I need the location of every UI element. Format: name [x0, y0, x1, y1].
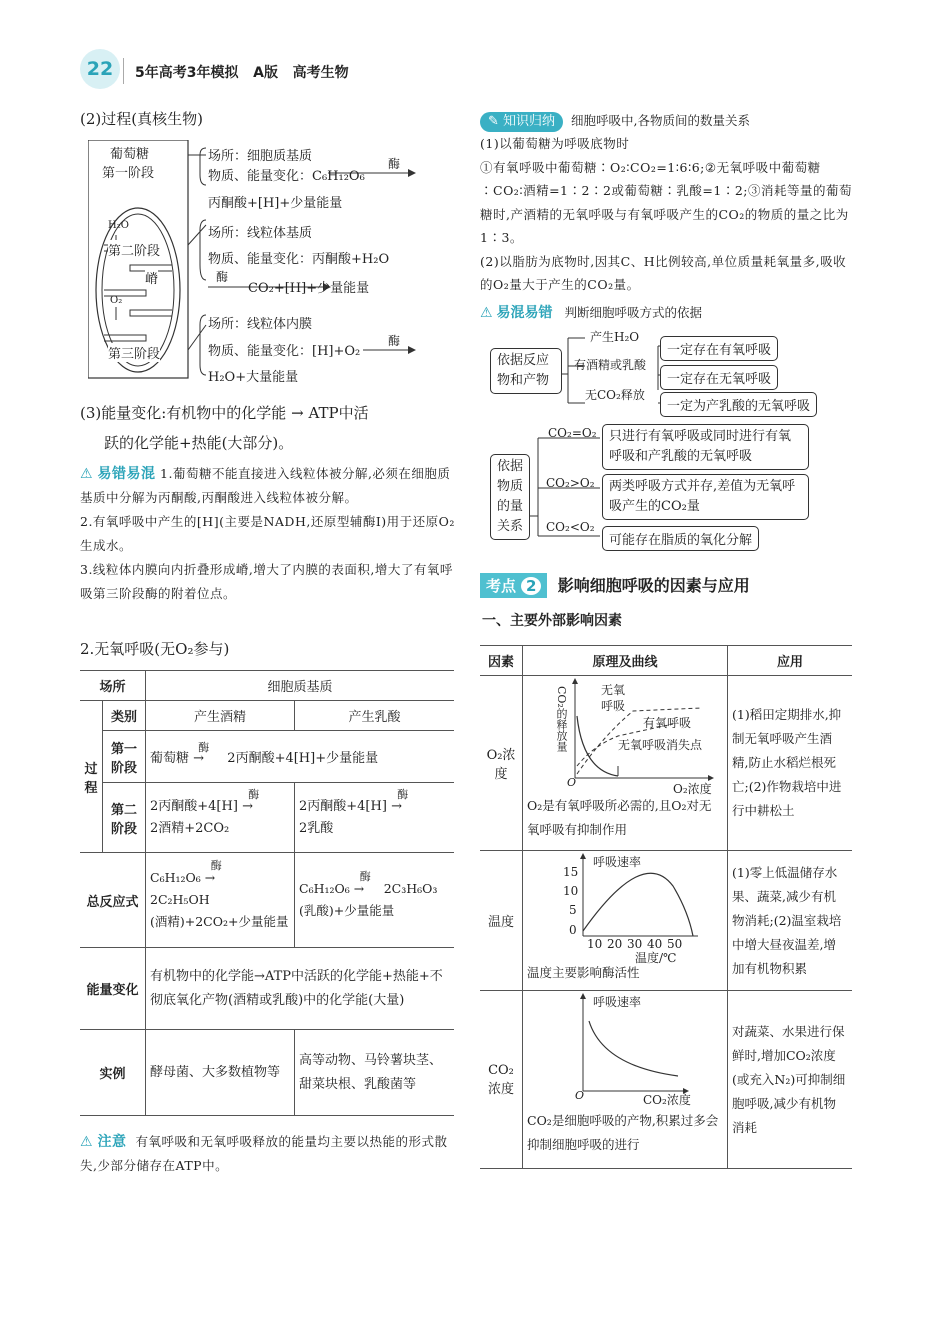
o2-cell [523, 676, 728, 851]
stage1-change: 物质、能量变化：C₆H₁₂O₆ [208, 169, 365, 184]
stage1-right: 2丙酮酸+4[H]+少量能量 [227, 751, 379, 766]
stage3-enzyme: 酶 [388, 334, 401, 348]
td-stage2-lactic: 2丙酮酸+4[H] 酶 → 2乳酸 [295, 783, 455, 853]
total-alc-1: C₆H₁₂O₆ [150, 870, 201, 885]
td-alcohol: 产生酒精 [146, 701, 295, 731]
o2-ylabel: CO₂的释放量 [555, 686, 568, 752]
d3: CO₂<O₂ [546, 520, 595, 534]
td-energy: 有机物中的化学能→ATP中活跃的化学能+热能+不彻底氧化产物(酒精或乳酸)中的化学能(大量) [146, 948, 455, 1030]
warning-text-1: 1.葡萄糖不能直接进入线粒体被分解,必须在细胞质基质中分解为丙酮酸,丙酮酸进入线粒体被分解。 [80, 466, 451, 505]
glucose-label: 葡萄糖 [110, 147, 150, 162]
stage2-label: 第二阶段 [108, 240, 160, 259]
temp-ylabel: 呼吸速率 [593, 855, 642, 869]
cond2: 有酒精或乳酸 [574, 358, 647, 372]
stage3-label: 第三阶段 [108, 343, 160, 362]
td-example-lactic: 高等动物、马铃薯块茎、甜菜块根、乳酸菌等 [295, 1030, 455, 1116]
temp-xtick-0: 10 [587, 937, 603, 951]
o2-label-aerobic: 有氧呼吸 [643, 716, 692, 730]
temp-xtick-2: 30 [627, 937, 643, 951]
factors-table [480, 645, 852, 1169]
stage1-place: 场所：细胞质基质 [208, 149, 313, 164]
energy-change-text-2: ATP中活 [308, 404, 369, 422]
basis1-box: 依据反应物和产物 [490, 348, 562, 394]
judgment-diagram [490, 326, 850, 551]
stage3-place: 场所：线粒体内膜 [208, 317, 313, 332]
stage2-enzyme: 酶 [216, 270, 229, 284]
o2-label-vanish: 无氧呼吸消失点 [618, 738, 703, 752]
knowledge-tag [480, 112, 563, 132]
td-total-lactic: C₆H₁₂O₆ 酶 → 2C₃H₆O₃ (乳酸)+少量能量 [295, 853, 455, 948]
temp-xtick-4: 50 [667, 937, 683, 951]
stage2-lac-right: 2乳酸 [299, 820, 334, 836]
kp-tag [480, 573, 547, 598]
total-alc-2: 2C₂H₅OH [150, 892, 210, 907]
th-total-eq: 总反应式 [80, 853, 146, 948]
section1-title: 一、主要外部影响因素 [482, 613, 622, 629]
stage1-label: 第一阶段 [102, 166, 155, 181]
stage2-lac-left: 2丙酮酸+4[H] [299, 798, 387, 814]
knowledge-text-3: (2)以脂肪为底物时,因其C、H比例较高,单位质量耗氧量多,吸收的O₂量大于产生的CO₂量。 [480, 253, 847, 292]
enzyme-label: 酶 [210, 859, 222, 872]
knowledge-label: 知识归纳 [503, 114, 556, 129]
th-process: 过程 [80, 701, 103, 853]
kp-heading [480, 573, 750, 598]
knowledge-text-1: (1)以葡萄糖为呼吸底物时 [480, 136, 630, 151]
basis2-box: 依据物质的量关系 [490, 454, 530, 540]
stage2-alc-right: 2酒精+2CO₂ [150, 820, 230, 836]
warning-text-3: 3.线粒体内膜向内折叠形成嵴,增大了内膜的表面积,增大了有氧呼吸第三阶段酶的附着位点。 [80, 562, 453, 601]
temp-xlabel: 温度/℃ [635, 951, 677, 965]
cond3: 无CO₂释放 [585, 388, 645, 402]
warning-label: 易错易混 [97, 466, 156, 482]
header-divider [123, 58, 124, 84]
q2: 两类呼吸方式并存,差值为无氧呼吸产生的CO₂量 [602, 474, 809, 520]
stage2-product: CO₂+[H]+少量能量 [248, 281, 370, 296]
td-example-alcohol: 酵母菌、大多数植物等 [146, 1030, 295, 1116]
td-total-alcohol: C₆H₁₂O₆ 酶 → 2C₂H₅OH (酒精)+2CO₂+少量能量 [146, 853, 295, 948]
th-principle: 原理及曲线 [523, 646, 728, 676]
temp-xtick-1: 20 [607, 937, 623, 951]
temp-ytick-0: 15 [563, 865, 579, 879]
bulb-icon: ✎ [488, 114, 499, 129]
temp-desc: 温度主要影响酶活性 [527, 965, 640, 980]
warning-block-2 [480, 302, 702, 322]
edition: A版 [253, 65, 278, 81]
temp-ytick-3: 0 [569, 923, 577, 937]
warning-block-1 [80, 462, 455, 606]
enzyme-label: 酶 [359, 870, 371, 883]
th-type: 类别 [103, 701, 146, 731]
factor-temp: 温度 [480, 851, 523, 991]
co2-xlabel: CO₂浓度 [643, 1093, 691, 1107]
stage2-alc-left: 2丙酮酸+4[H] [150, 798, 238, 814]
warning-icon: ⚠ [80, 1134, 94, 1150]
o2-label: O₂ [110, 295, 123, 306]
d1: CO₂=O₂ [548, 426, 597, 440]
note-text: 有氧呼吸和无氧呼吸释放的能量均主要以热能的形式散失,少部分储存在ATP中。 [80, 1134, 448, 1173]
temp-ytick-2: 5 [569, 903, 577, 917]
co2-cell [523, 991, 728, 1169]
result3: 一定为产乳酸的无氧呼吸 [660, 392, 817, 417]
temp-cell [523, 851, 728, 991]
temp-xtick-3: 40 [647, 937, 663, 951]
enzyme-label: 酶 [248, 787, 260, 801]
stage1-left: 葡萄糖 [150, 751, 190, 766]
warning-text-2: 2.有氧呼吸中产生的[H](主要是NADH,还原型辅酶Ⅰ)用于还原O₂生成水。 [80, 514, 455, 553]
result1: 一定存在有氧呼吸 [660, 336, 778, 361]
note-block [80, 1130, 455, 1178]
enzyme-label: 酶 [397, 787, 409, 801]
anaerobic-table [80, 670, 454, 1116]
result2: 一定存在无氧呼吸 [660, 365, 778, 390]
process-title: (2)过程(真核生物) [80, 110, 203, 128]
td-stage2-alcohol: 2丙酮酸+4[H] 酶 → 2酒精+2CO₂ [146, 783, 295, 853]
knowledge-title: 细胞呼吸中,各物质间的数量关系 [571, 113, 750, 128]
co2-desc: CO₂是细胞呼吸的产物,积累过多会抑制细胞呼吸的进行 [527, 1113, 719, 1152]
stage1-enzyme: 酶 [388, 157, 401, 171]
energy-change-text-3: 跃的化学能+热能(大部分)。 [104, 434, 294, 452]
total-alc-3: (酒精)+2CO₂+少量能量 [150, 914, 289, 929]
th-factor: 因素 [480, 646, 523, 676]
energy-change [80, 398, 455, 458]
cond1: 产生H₂O [590, 330, 640, 344]
total-lac-2: 2C₃H₆O₃ [383, 881, 438, 896]
header-title [135, 62, 349, 82]
stage2-change: 物质、能量变化：丙酮酸+H₂O [208, 252, 390, 267]
o2-xlabel: O₂浓度 [673, 782, 712, 796]
stage2-place: 场所：线粒体基质 [208, 226, 313, 241]
td-stage1-eq: 葡萄糖 酶 → 2丙酮酸+4[H]+少量能量 [146, 731, 455, 783]
total-lac-1: C₆H₁₂O₆ [299, 881, 350, 896]
temp-application: (1)零上低温储存水果、蔬菜,减少有机物消耗;(2)温室栽培中增大昼夜温差,增加有机物积累 [728, 851, 853, 991]
note-label: 注意 [97, 1134, 127, 1150]
stage3-change: 物质、能量变化：[H]+O₂ [208, 344, 361, 359]
td-lactic: 产生乳酸 [295, 701, 455, 731]
th-stage1: 第一阶段 [103, 731, 146, 783]
warning-icon: ⚠ [80, 466, 94, 482]
co2-ylabel: 呼吸速率 [593, 995, 642, 1009]
o2-label-anaerobic: 无氧呼吸 [601, 683, 626, 713]
anaerobic-title: 2.无氧呼吸(无O₂参与) [80, 640, 230, 658]
warning2-title: 判断细胞呼吸方式的依据 [564, 305, 702, 320]
th-place: 场所 [80, 671, 146, 701]
book-name: 5年高考3年模拟 [135, 65, 239, 81]
respiration-diagram [88, 140, 433, 390]
o2-desc: O₂是有氧呼吸所必需的,且O₂对无氧呼吸有抑制作用 [527, 798, 712, 837]
stage3-product: H₂O+大量能量 [208, 370, 299, 385]
th-application: 应用 [728, 646, 853, 676]
stage1-product: 丙酮酸+[H]+少量能量 [208, 196, 343, 211]
total-lac-3: (乳酸)+少量能量 [299, 903, 395, 918]
arrow-icon: → [291, 404, 304, 422]
th-energy: 能量变化 [80, 948, 146, 1030]
ridge-label: 嵴 [145, 268, 158, 287]
h2o-label: H₂O [108, 220, 129, 231]
energy-change-text-1: (3)能量变化:有机物中的化学能 [80, 404, 287, 422]
subject: 高考生物 [292, 65, 349, 81]
kp-label: 考点 [486, 577, 517, 595]
o2-application: (1)稻田定期排水,抑制无氧呼吸产生酒精,防止水稻烂根死亡;(2)作物栽培中进行中耕松土 [728, 676, 853, 851]
th-example: 实例 [80, 1030, 146, 1116]
enzyme-label: 酶 [198, 741, 210, 754]
temp-ytick-1: 10 [563, 884, 579, 898]
knowledge-block [480, 110, 852, 297]
page-number: 22 [86, 58, 114, 80]
kp-title: 影响细胞呼吸的因素与应用 [557, 576, 750, 595]
warning-icon: ⚠ [480, 305, 493, 321]
q3: 可能存在脂质的氧化分解 [602, 526, 759, 551]
o2-origin: O [567, 776, 577, 789]
th-stage2: 第二阶段 [103, 783, 146, 853]
d2: CO₂>O₂ [546, 476, 595, 490]
kp-num: 2 [521, 577, 541, 595]
knowledge-text-2: ①有氧呼吸中葡萄糖∶O₂∶CO₂=1∶6∶6;②无氧呼吸中葡萄糖∶CO₂∶酒精=1∶2∶2或葡萄糖∶乳酸=1∶2;③消耗等量的葡萄糖时,产酒精的无氧呼吸与有氧呼吸产生的CO₂的物质的量之比为1∶3。 [480, 159, 853, 245]
td-place: 细胞质基质 [146, 671, 455, 701]
warning2-label: 易混易错 [496, 305, 553, 321]
factor-co2: CO₂浓度 [480, 991, 523, 1169]
co2-application: 对蔬菜、水果进行保鲜时,增加CO₂浓度(或充入N₂)可抑制细胞呼吸,减少有机物消耗 [728, 991, 853, 1169]
co2-origin: O [575, 1089, 585, 1102]
factor-o2: O₂浓度 [480, 676, 523, 851]
q1: 只进行有氧呼吸或同时进行有氧呼吸和产乳酸的无氧呼吸 [602, 424, 809, 470]
